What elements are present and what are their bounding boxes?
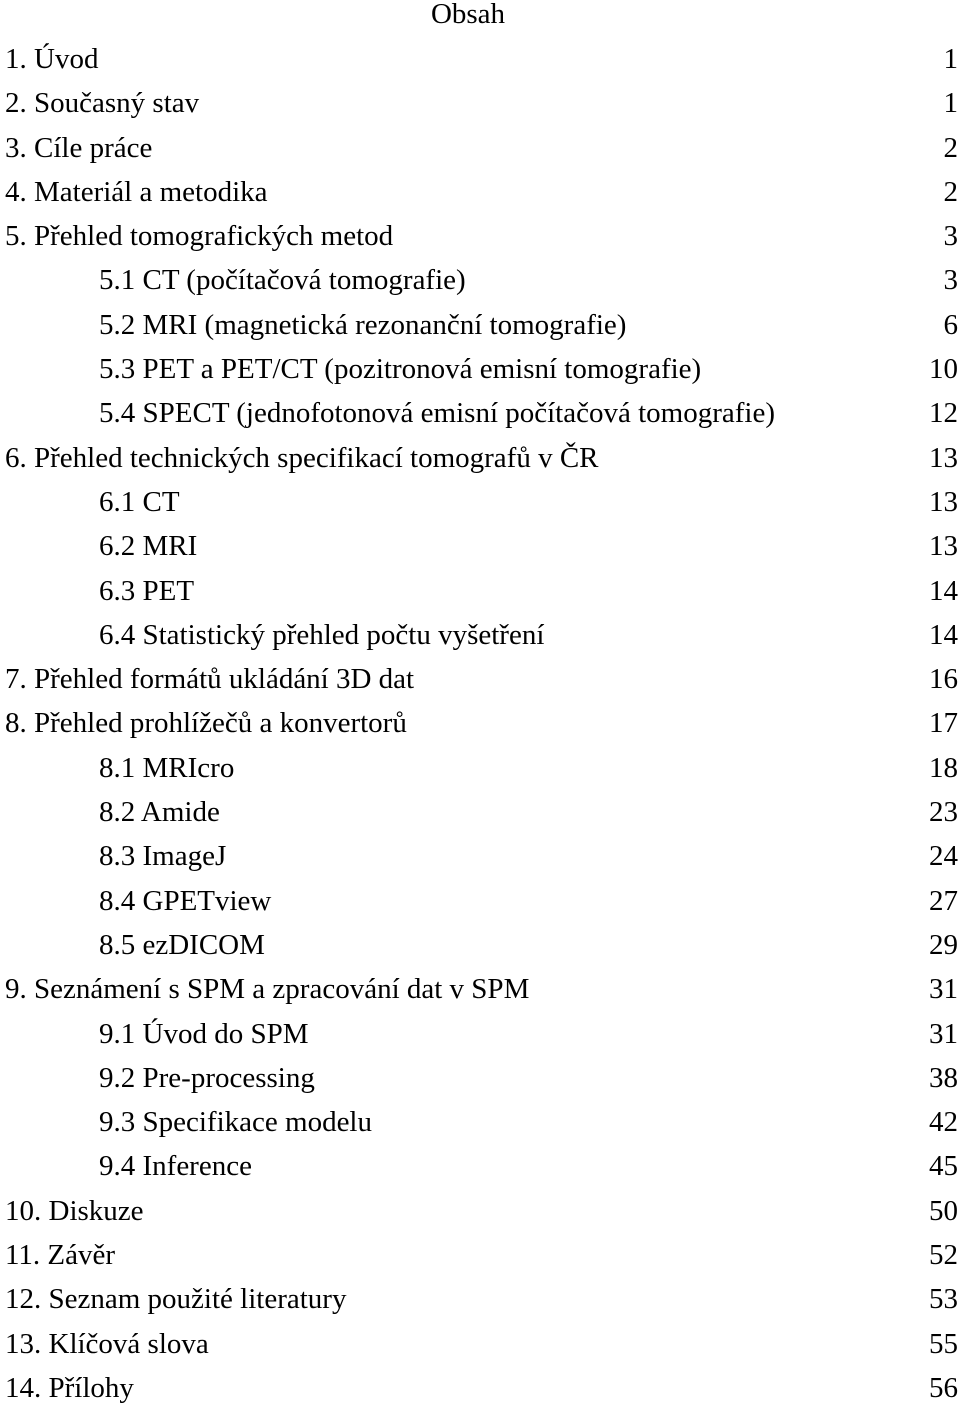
toc-entry (0, 569, 960, 613)
toc-entry (0, 480, 960, 524)
toc-entry-page-number: 29 (929, 928, 958, 961)
toc-entry-page-number: 3 (943, 264, 958, 297)
toc-entry-page-number: 2 (943, 131, 958, 164)
toc-entry (0, 879, 960, 923)
toc-entry-label: 10. Diskuze (5, 1194, 144, 1227)
toc-entry-page-number: 45 (929, 1150, 958, 1183)
toc-entry (0, 391, 960, 435)
toc-entry-page-number: 23 (929, 796, 958, 829)
toc-entry (0, 214, 960, 258)
toc-entry-label: 9.4 Inference (99, 1150, 252, 1183)
toc-entry-label: 6.1 CT (99, 485, 180, 518)
toc-entry (0, 834, 960, 878)
toc-entry-label: 8. Přehled prohlížečů a konvertorů (5, 707, 407, 740)
toc-entry (0, 1322, 960, 1366)
toc-entry (0, 126, 960, 170)
toc-entry-label: 7. Přehled formátů ukládání 3D dat (5, 663, 415, 696)
page-title: Obsah (430, 0, 506, 30)
toc-entry-page-number: 31 (929, 1017, 958, 1050)
toc-entry (0, 1144, 960, 1188)
toc-entry (0, 1277, 960, 1321)
toc-entry-label: 14. Přílohy (5, 1371, 134, 1404)
toc-entry-page-number: 13 (929, 530, 958, 563)
toc-entry-label: 9. Seznámení s SPM a zpracování dat v SPM (5, 973, 530, 1006)
toc-entry-page-number: 55 (929, 1327, 958, 1360)
toc-entry-page-number: 1 (943, 43, 958, 75)
toc-entry (0, 1366, 960, 1410)
toc-entry (0, 746, 960, 790)
toc-entry-label: 8.1 MRIcro (99, 751, 235, 784)
toc-entry-page-number: 24 (929, 840, 958, 873)
toc-entry-page-number: 53 (929, 1283, 958, 1316)
toc-entry-label: 5.2 MRI (magnetická rezonanční tomografie) (99, 308, 627, 341)
toc-entry (0, 967, 960, 1011)
toc-entry (0, 170, 960, 214)
toc-entry-label: 6. Přehled technických specifikací tomografů v ČR (5, 441, 599, 474)
toc-entry-label: 5.3 PET a PET/CT (pozitronová emisní tomografie) (99, 353, 702, 386)
toc-entry-label: 6.4 Statistický přehled počtu vyšetření (99, 618, 545, 651)
toc-entry-page-number: 50 (929, 1194, 958, 1227)
toc-entry (0, 613, 960, 657)
toc-entry-page-number: 3 (943, 220, 958, 253)
toc-entry-label: 13. Klíčová slova (5, 1327, 209, 1360)
toc-entry (0, 1189, 960, 1233)
toc-entry-label: 4. Materiál a metodika (5, 175, 268, 208)
toc-entry (0, 347, 960, 391)
toc-entry-label: 11. Závěr (5, 1239, 116, 1272)
toc-entry-page-number: 42 (929, 1106, 958, 1139)
toc-entry-page-number: 2 (943, 175, 958, 208)
toc-entry (0, 37, 960, 81)
toc-entry (0, 1100, 960, 1144)
toc-entry-label: 5.4 SPECT (jednofotonová emisní počítačová tomografie) (99, 397, 775, 430)
toc-entry-page-number: 17 (929, 707, 958, 740)
toc-entry-page-number: 27 (929, 884, 958, 917)
toc-entry (0, 1012, 960, 1056)
toc-entry (0, 436, 960, 480)
toc-entry-page-number: 13 (929, 485, 958, 518)
toc-entry-label: 12. Seznam použité literatury (5, 1283, 347, 1316)
toc-entry-label: 8.3 ImageJ (99, 840, 227, 873)
toc-entry-page-number: 52 (929, 1239, 958, 1272)
toc-entry-page-number: 14 (929, 574, 958, 607)
toc-entry-label: 5.1 CT (počítačová tomografie) (99, 264, 466, 297)
toc-entry-label: 8.2 Amide (99, 796, 220, 829)
table-of-contents (0, 37, 960, 1410)
toc-entry (0, 701, 960, 745)
toc-entry-label: 6.2 MRI (99, 530, 198, 563)
toc-entry-page-number: 14 (929, 618, 958, 651)
toc-entry-label: 5. Přehled tomografických metod (5, 220, 394, 253)
toc-entry (0, 81, 960, 125)
toc-entry (0, 1056, 960, 1100)
toc-entry (0, 790, 960, 834)
toc-entry-label: 6.3 PET (99, 574, 195, 607)
toc-entry-page-number: 10 (929, 353, 958, 386)
toc-entry-label: 9.1 Úvod do SPM (99, 1017, 309, 1050)
toc-entry-page-number: 38 (929, 1061, 958, 1094)
toc-entry-page-number: 56 (929, 1371, 958, 1404)
toc-entry-label: 9.2 Pre-processing (99, 1061, 315, 1094)
toc-entry (0, 923, 960, 967)
toc-entry (0, 258, 960, 302)
toc-entry (0, 524, 960, 568)
toc-entry-label: 8.5 ezDICOM (99, 928, 265, 961)
toc-entry-page-number: 31 (929, 973, 958, 1006)
toc-entry-label: 1. Úvod (5, 43, 99, 75)
toc-entry-page-number: 6 (943, 308, 958, 341)
toc-entry (0, 1233, 960, 1277)
toc-entry-label: 3. Cíle práce (5, 131, 153, 164)
toc-entry (0, 657, 960, 701)
toc-entry-page-number: 13 (929, 441, 958, 474)
toc-entry-page-number: 1 (943, 87, 958, 120)
toc-entry-label: 9.3 Specifikace modelu (99, 1106, 372, 1139)
toc-entry-page-number: 12 (929, 397, 958, 430)
toc-entry (0, 303, 960, 347)
toc-entry-page-number: 16 (929, 663, 958, 696)
toc-entry-label: 2. Současný stav (5, 87, 200, 120)
toc-entry-label: 8.4 GPETview (99, 884, 272, 917)
toc-entry-page-number: 18 (929, 751, 958, 784)
